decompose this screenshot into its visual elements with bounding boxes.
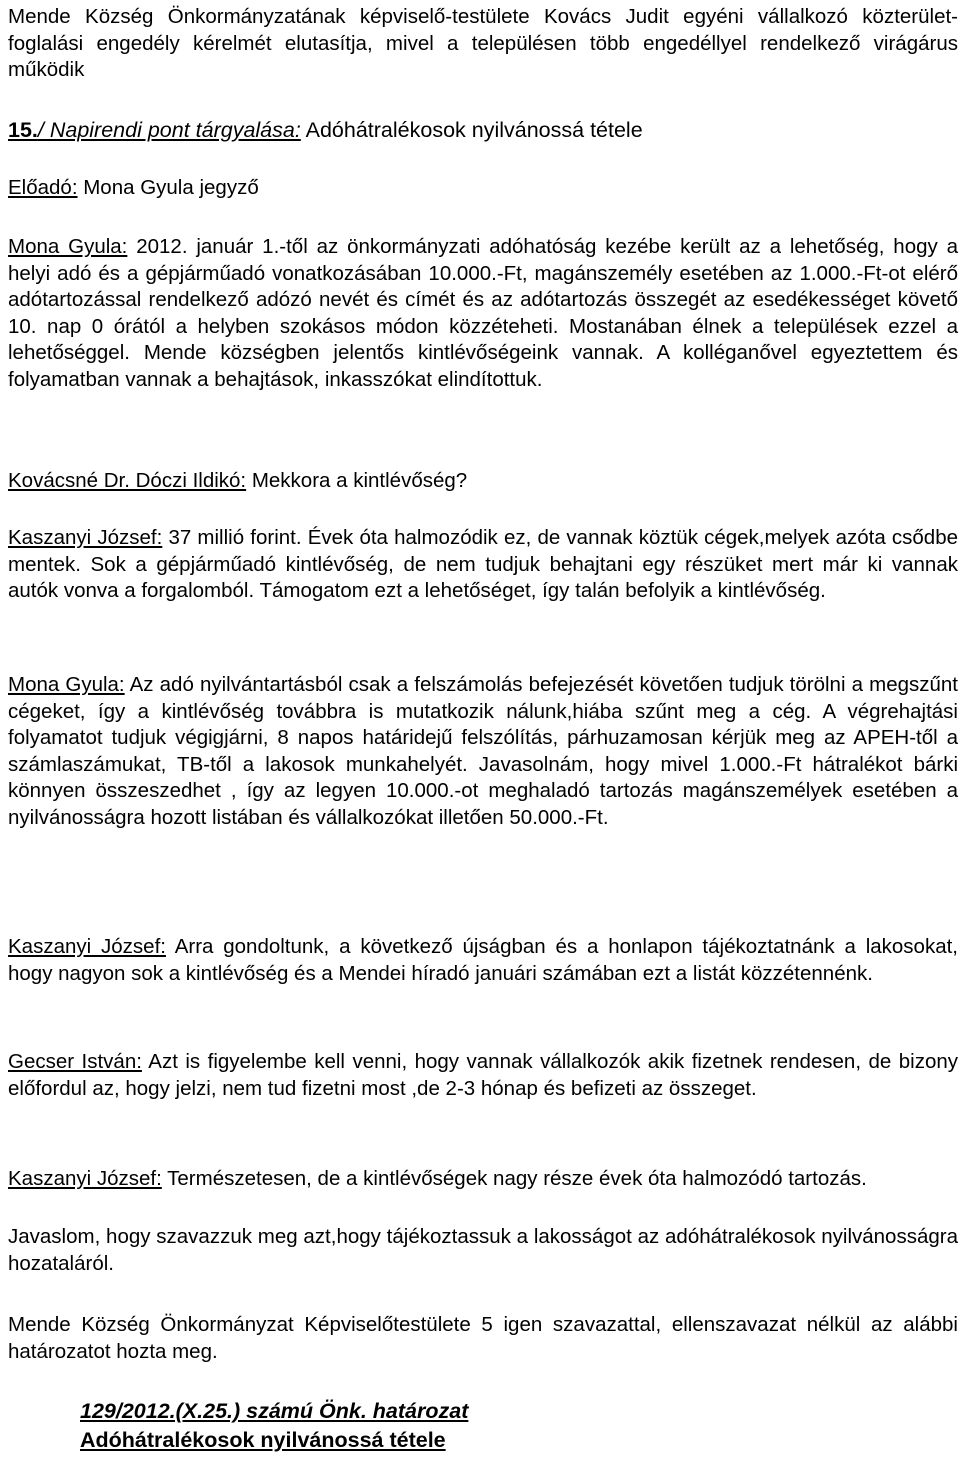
presenter-line <box>8 175 958 202</box>
speaker-name: Mona Gyula: <box>8 673 125 696</box>
speaker-name: Mona Gyula: <box>8 235 128 258</box>
vote-paragraph: Mende Község Önkormányzat Képviselőtestülete 5 igen szavazattal, ellenszavazat nélkül az alábbi határozatot hozta meg. <box>8 1313 958 1363</box>
resolution-block <box>80 1397 468 1455</box>
presenter-name: Mona Gyula jegyző <box>83 176 259 199</box>
speech-paragraph <box>8 1049 958 1102</box>
resolution-number: 129/2012.(X.25.) számú Önk. határozat <box>80 1399 469 1423</box>
speech-text: Azt is figyelembe kell venni, hogy vannak vállalkozók akik fizetnek rendesen, de bizony előfordul az, hogy jelzi, nem tud fizetni most ,de 2-3 hónap és befizeti az összeget. <box>8 1050 958 1100</box>
agenda-number: 15. <box>8 118 38 142</box>
speech-paragraph <box>8 1166 958 1193</box>
speech-paragraph <box>8 525 958 605</box>
speech-text: Természetesen, de a kintlévőségek nagy része évek óta halmozódó tartozás. <box>167 1167 867 1190</box>
proposal-paragraph: Javaslom, hogy szavazzuk meg azt,hogy tájékoztassuk a lakosságot az adóhátralékosok nyilvánosságra hozataláról. <box>8 1225 958 1275</box>
intro-paragraph: Mende Község Önkormányzatának képviselő-testülete Kovács Judit egyéni vállalkozó közterület-foglalási engedély kérelmét elutasítja, mivel a településen több engedéllyel rendelkező virágárus működik <box>8 5 958 82</box>
agenda-label: / Napirendi pont tárgyalása: <box>37 118 301 142</box>
speech-paragraph <box>8 468 958 495</box>
speech-text: Mekkora a kintlévőség? <box>251 469 468 492</box>
speech-text: 2012. január 1.-től az önkormányzati adóhatóság kezébe került az a lehetőség, hogy a helyi adó és a gépjárműadó vonatkozásában 10.000.-Ft, magánszemély esetében az 1.000.-Ft-ot elérő adótartozással rendelkező adózó nevét és címét és az adótartozás összegét az esedékességet követő 10. nap 0 órától a helyben szokásos módon közzéteheti. Mostanában élnek a települések ezzel a lehetőséggel. Mende községben jelentős kintlévőségeink vannak. A kolléganővel egyeztettem és folyamatban vannak a behajtások, inkasszókat elindítottuk. <box>8 235 958 391</box>
speech-paragraph <box>8 234 958 394</box>
speaker-name: Kaszanyi József: <box>8 935 166 958</box>
speech-paragraph <box>8 672 958 832</box>
speech-text: Arra gondoltunk, a következő újságban és a honlapon tájékoztatnánk a lakosokat, hogy nagyon sok a kintlévőség és a Mendei híradó januári számában ezt a listát közzétennénk. <box>8 935 958 985</box>
agenda-heading <box>8 117 958 144</box>
speech-text: 37 millió forint. Évek óta halmozódik ez, de vannak köztük cégek,melyek azóta csődbe mentek. Sok a gépjárműadó kintlévőség, de nem tudjuk behajtani egy részüket mert már ki vannak autók vonva a forgalomból. Támogatom ezt a lehetőséget, így talán befolyik a kintlévőség. <box>8 526 959 603</box>
speaker-name: Kaszanyi József: <box>8 1167 162 1190</box>
speaker-name: Kovácsné Dr. Dóczi Ildikó: <box>8 469 247 492</box>
resolution-title: Adóhátralékosok nyilvánossá tétele <box>80 1428 446 1452</box>
presenter-label: Előadó: <box>8 176 78 199</box>
speech-text: Az adó nyilvántartásból csak a felszámolás befejezését követően tudjuk törölni a megszűnt cégeket, így a kintlévőség továbbra is mutatkozik nálunk,hiába szűnt meg a cég. A végrehajtási folyamatot tudjuk végigjárni, 8 napos határidejű felszólítás, párhuzamosan kérjük meg az APEH-től a számlaszámukat, TB-től a lakosok munkahelyét. Javasolnám, hogy mivel 1.000.-Ft hátralékot bárki könnyen összeszedhet , így az legyen 10.000.-ot meghaladó tartozás magánszemélyek esetében a nyilvánosságra hozott listában és vállalkozókat illetően 50.000.-Ft. <box>8 673 958 829</box>
speaker-name: Kaszanyi József: <box>8 526 163 549</box>
agenda-title: Adóhátralékosok nyilvánossá tétele <box>305 118 643 142</box>
speech-paragraph <box>8 934 958 987</box>
speaker-name: Gecser István: <box>8 1050 142 1073</box>
